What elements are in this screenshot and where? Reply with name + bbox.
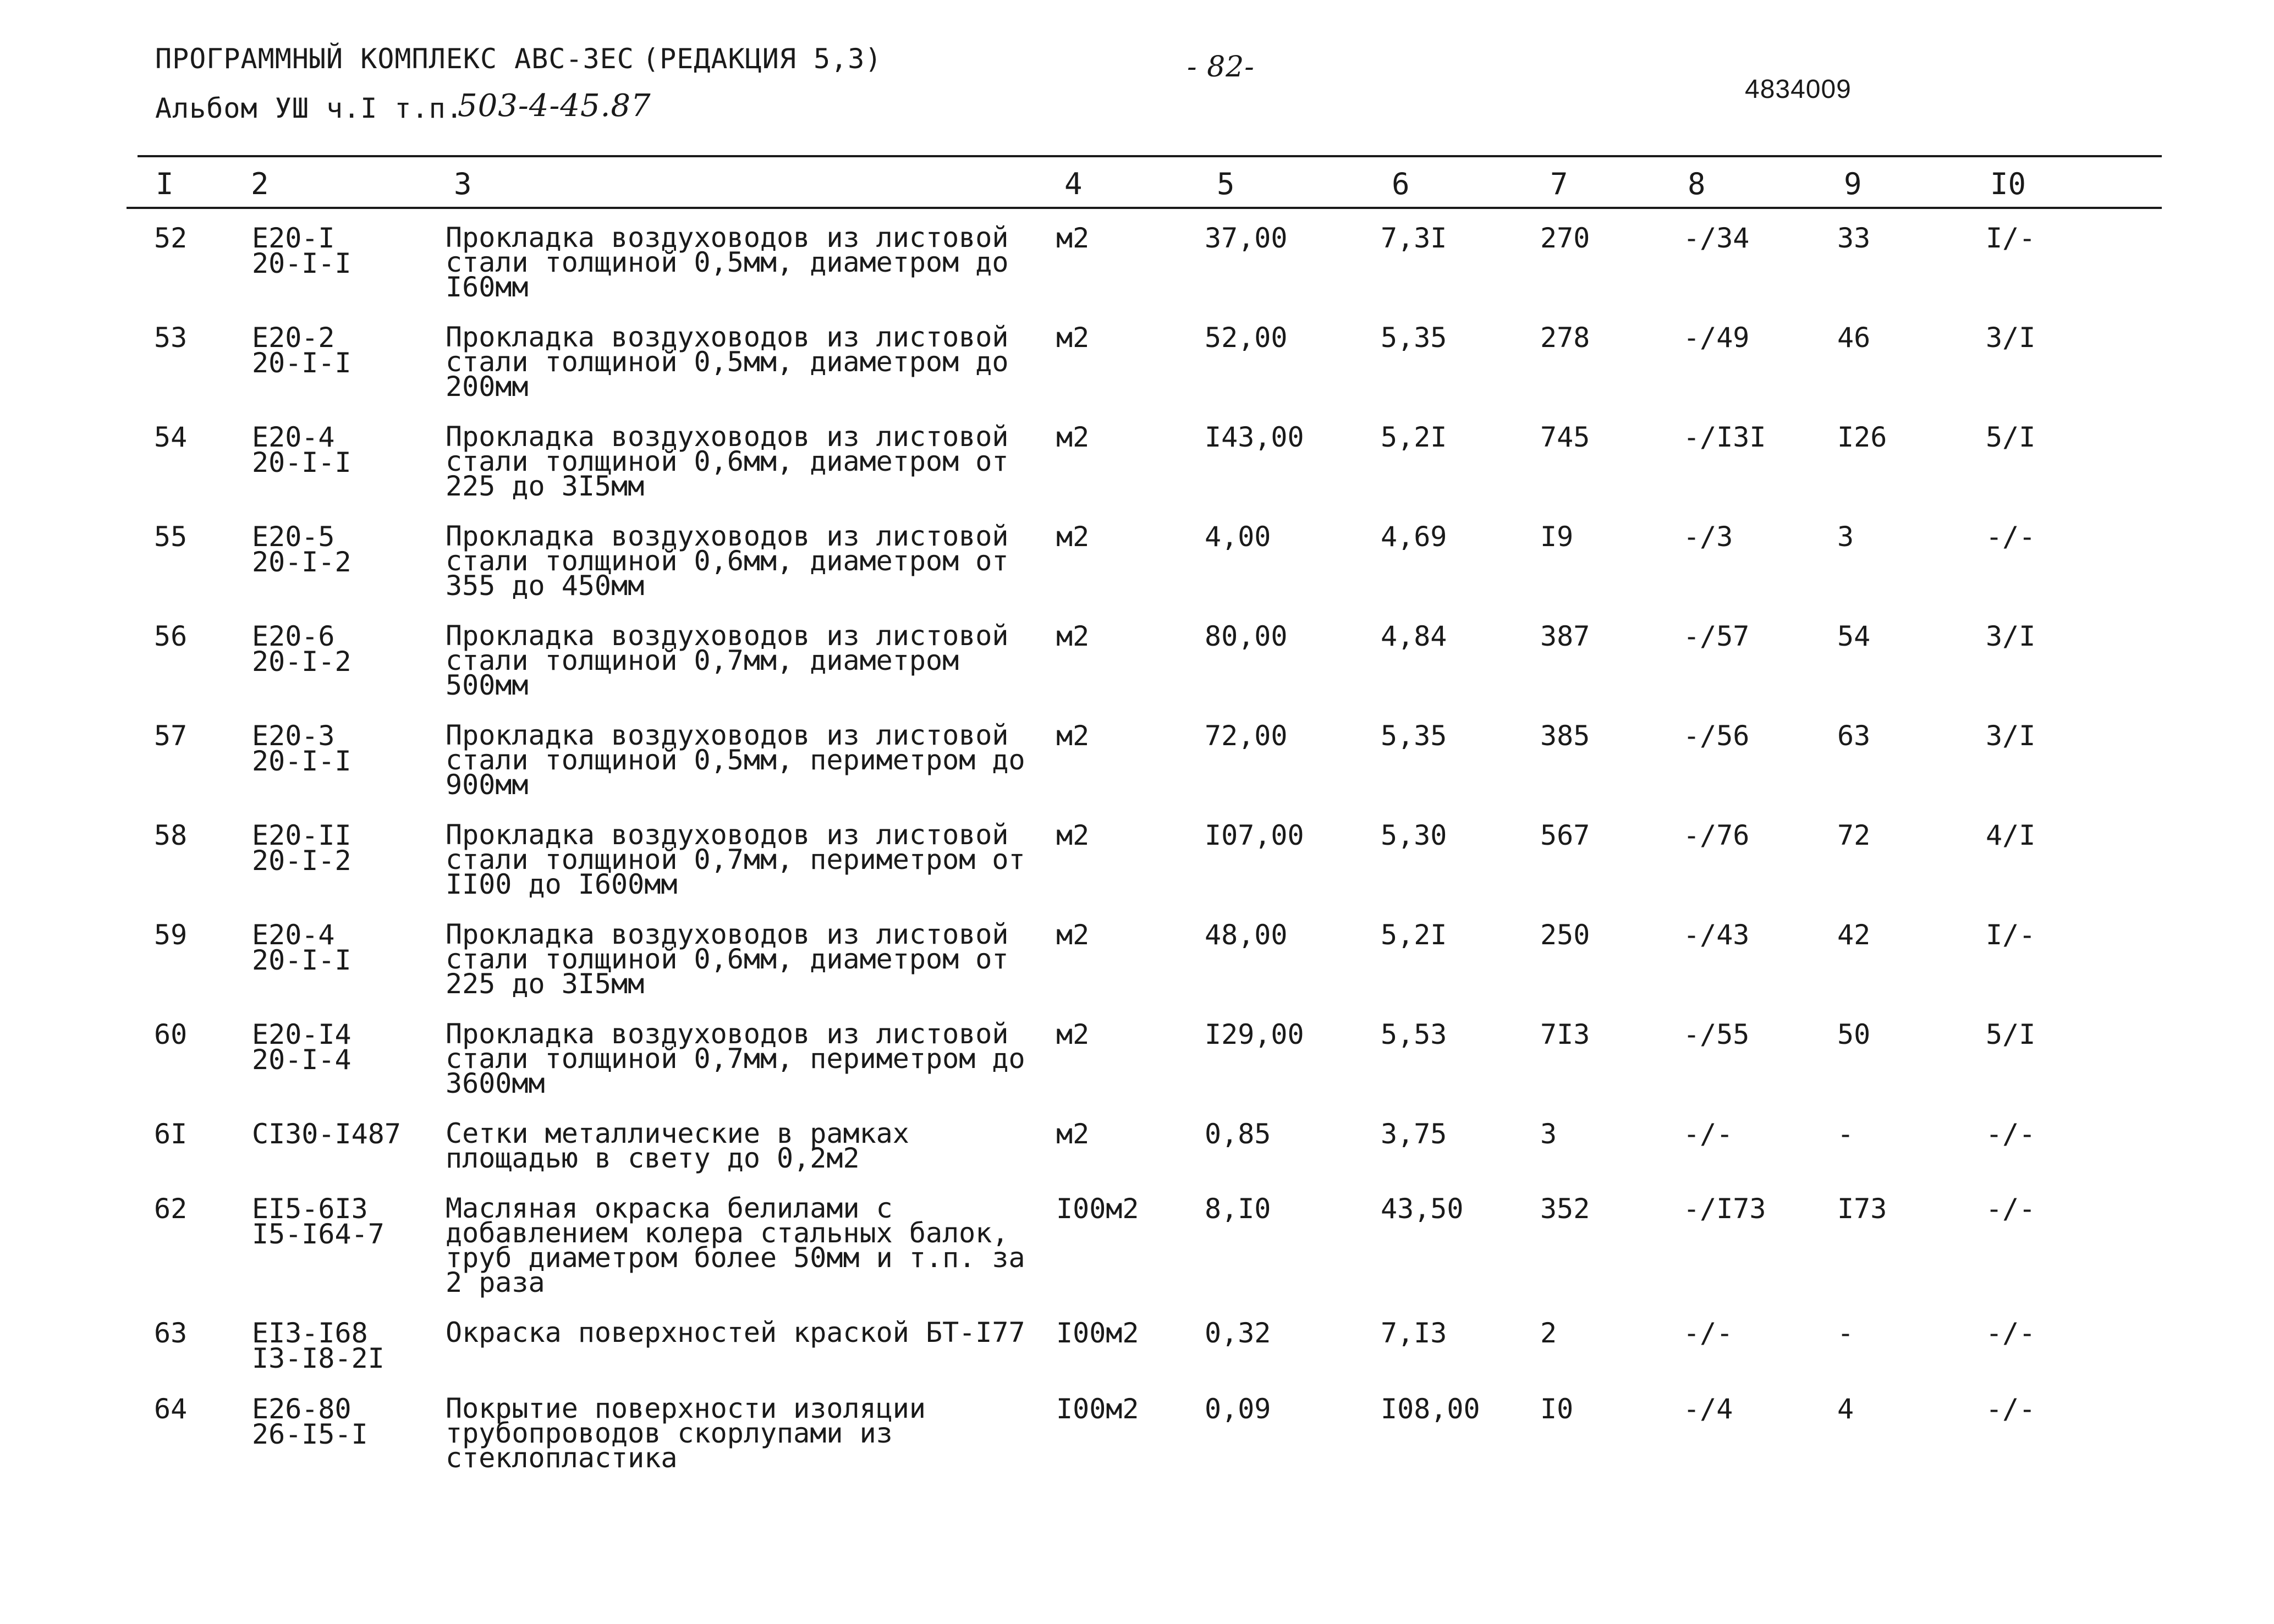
row-description: Прокладка воздуховодов из листовой стали толщиной 0,5мм, диаметром до I60мм [446, 222, 1009, 303]
row-quantity: 0,32 [1205, 1317, 1271, 1349]
edition-label: (РЕДАКЦИЯ 5,3) [642, 43, 882, 75]
table-row [105, 823, 2184, 922]
row-description: Прокладка воздуховодов из листовой стали толщиной 0,6мм, диаметром от 225 до 3I5мм [446, 421, 1009, 502]
row-unit: м2 [1056, 521, 1090, 553]
row-description: Прокладка воздуховодов из листовой стали толщиной 0,7мм, диаметром 500мм [446, 620, 1009, 701]
row-col8: -/76 [1683, 819, 1750, 851]
row-col8: -/- [1683, 1317, 1733, 1349]
row-description: Прокладка воздуховодов из листовой стали толщиной 0,5мм, диаметром до 200мм [446, 321, 1009, 403]
row-col9: 63 [1837, 720, 1871, 752]
row-description: Сетки металлические в рамках площадью в свету до 0,2м2 [446, 1117, 909, 1174]
row-number: 58 [154, 819, 188, 851]
col-header-1: I [156, 167, 174, 201]
row-col9: I73 [1837, 1193, 1887, 1225]
row-code-secondary: I3-I8-2I [252, 1342, 385, 1374]
row-code-primary: E20-4 [252, 421, 335, 453]
col-header-9: 9 [1844, 167, 1862, 201]
row-col8: -/I73 [1683, 1193, 1766, 1225]
row-col8: -/34 [1683, 222, 1750, 254]
col-header-7: 7 [1550, 167, 1568, 201]
row-price: 5,2I [1381, 421, 1447, 453]
row-unit: м2 [1056, 620, 1090, 652]
row-col9: 4 [1837, 1393, 1854, 1425]
table-row [105, 325, 2184, 425]
row-code-primary: CI30-I487 [252, 1118, 401, 1150]
row-col10: I/- [1986, 919, 2036, 951]
table-row [105, 425, 2184, 524]
row-total: 2 [1540, 1317, 1557, 1349]
row-quantity: 80,00 [1205, 620, 1288, 652]
table-row [105, 1022, 2184, 1121]
row-code-primary: EI3-I68 [252, 1317, 368, 1349]
row-code-secondary: 20-I-2 [252, 646, 351, 678]
row-number: 55 [154, 521, 188, 553]
row-quantity: I29,00 [1205, 1019, 1304, 1050]
col-header-8: 8 [1688, 167, 1706, 201]
row-col8: -/43 [1683, 919, 1750, 951]
row-col10: I/- [1986, 222, 2036, 254]
row-col8: -/4 [1683, 1393, 1733, 1425]
row-unit: м2 [1056, 222, 1090, 254]
row-quantity: I43,00 [1205, 421, 1304, 453]
header-rule [127, 207, 2162, 209]
row-col9: - [1837, 1317, 1854, 1349]
row-code [237, 1019, 446, 1121]
project-number: 503-4-45.87 [458, 88, 651, 124]
row-unit: м2 [1056, 322, 1090, 354]
row-code [237, 521, 446, 624]
row-total: 250 [1540, 919, 1590, 951]
row-col10: -/- [1986, 1317, 2036, 1349]
row-code-primary: E20-6 [252, 620, 335, 652]
row-total: I0 [1540, 1393, 1574, 1425]
row-col9: 42 [1837, 919, 1871, 951]
row-quantity: I07,00 [1205, 819, 1304, 851]
row-total: 387 [1540, 620, 1590, 652]
album-label: Альбом УШ ч.I т.п. [155, 92, 463, 124]
row-code [237, 1393, 446, 1496]
row-code-primary: E26-80 [252, 1393, 351, 1425]
row-price: 5,35 [1381, 322, 1447, 354]
row-price: 7,I3 [1381, 1317, 1447, 1349]
row-price: I08,00 [1381, 1393, 1480, 1425]
row-total: 567 [1540, 819, 1590, 851]
row-number: 57 [154, 720, 188, 752]
row-total: 385 [1540, 720, 1590, 752]
row-code-primary: E20-5 [252, 521, 335, 553]
row-price: 5,53 [1381, 1019, 1447, 1050]
row-code [237, 222, 446, 325]
row-col9: I26 [1837, 421, 1887, 453]
row-col8: -/I3I [1683, 421, 1766, 453]
row-col8: -/3 [1683, 521, 1733, 553]
row-total: 278 [1540, 322, 1590, 354]
row-col10: 3/I [1986, 620, 2036, 652]
row-code-primary: E20-I [252, 222, 335, 254]
row-description: Прокладка воздуховодов из листовой стали толщиной 0,6мм, диаметром от 225 до 3I5мм [446, 918, 1009, 1000]
row-col9: 33 [1837, 222, 1871, 254]
table-row [105, 1121, 2184, 1196]
row-quantity: 48,00 [1205, 919, 1288, 951]
row-unit: м2 [1056, 421, 1090, 453]
row-number: 54 [154, 421, 188, 453]
row-unit: м2 [1056, 919, 1090, 951]
row-description: Покрытие поверхности изоляции трубопроводов скорлупами из стеклопластика [446, 1392, 926, 1474]
row-unit: м2 [1056, 1118, 1090, 1150]
col-header-10: I0 [1990, 167, 2026, 201]
row-number: 62 [154, 1193, 188, 1225]
row-col8: -/49 [1683, 322, 1750, 354]
row-price: 4,84 [1381, 620, 1447, 652]
row-total: 745 [1540, 421, 1590, 453]
row-description: Прокладка воздуховодов из листовой стали толщиной 0,5мм, периметром до 900мм [446, 719, 1025, 801]
row-col10: 4/I [1986, 819, 2036, 851]
row-col10: -/- [1986, 1193, 2036, 1225]
row-total: 352 [1540, 1193, 1590, 1225]
row-quantity: 72,00 [1205, 720, 1288, 752]
row-price: 4,69 [1381, 521, 1447, 553]
row-number: 59 [154, 919, 188, 951]
document-number: 4834009 [1745, 75, 1852, 104]
row-col9: 72 [1837, 819, 1871, 851]
row-number: 6I [154, 1118, 188, 1150]
row-col9: - [1837, 1118, 1854, 1150]
row-unit: I00м2 [1056, 1317, 1139, 1349]
row-unit: I00м2 [1056, 1193, 1139, 1225]
row-col9: 54 [1837, 620, 1871, 652]
row-code [237, 1193, 446, 1320]
row-total: 3 [1540, 1118, 1557, 1150]
row-col8: -/56 [1683, 720, 1750, 752]
row-col8: -/55 [1683, 1019, 1750, 1050]
row-price: 5,35 [1381, 720, 1447, 752]
row-code-secondary: 26-I5-I [252, 1418, 368, 1450]
table-row [105, 1320, 2184, 1396]
row-col9: 46 [1837, 322, 1871, 354]
row-code-primary: E20-I4 [252, 1019, 351, 1050]
row-code-primary: E20-II [252, 819, 351, 851]
row-number: 60 [154, 1019, 188, 1050]
row-code-secondary: 20-I-I [252, 745, 351, 777]
row-code-primary: E20-4 [252, 919, 335, 951]
row-code [237, 819, 446, 922]
row-total: 270 [1540, 222, 1590, 254]
row-code-secondary: 20-I-2 [252, 845, 351, 877]
row-unit: м2 [1056, 720, 1090, 752]
program-title: ПРОГРАММНЫЙ КОМПЛЕКС АВС-ЗЕС [155, 43, 634, 75]
row-code-secondary: 20-I-4 [252, 1044, 351, 1076]
row-description: Прокладка воздуховодов из листовой стали толщиной 0,7мм, периметром до 3600мм [446, 1018, 1025, 1099]
row-code-primary: E20-3 [252, 720, 335, 752]
row-code-primary: E20-2 [252, 322, 335, 354]
row-number: 56 [154, 620, 188, 652]
row-code-secondary: 20-I-I [252, 347, 351, 379]
page-number: - 82- [1187, 51, 1255, 84]
row-code [237, 620, 446, 723]
row-price: 5,30 [1381, 819, 1447, 851]
row-description: Прокладка воздуховодов из листовой стали толщиной 0,6мм, диаметром от 355 до 450мм [446, 520, 1009, 602]
row-col9: 50 [1837, 1019, 1871, 1050]
top-rule [138, 155, 2162, 157]
row-code [237, 720, 446, 823]
row-code [237, 1118, 446, 1196]
row-code [237, 1317, 446, 1396]
row-code-secondary: I5-I64-7 [252, 1218, 385, 1250]
row-code [237, 919, 446, 1022]
row-code [237, 421, 446, 524]
col-header-2: 2 [251, 167, 269, 201]
row-col10: -/- [1986, 521, 2036, 553]
row-price: 5,2I [1381, 919, 1447, 951]
row-col10: 5/I [1986, 1019, 2036, 1050]
table-row [105, 524, 2184, 624]
row-number: 64 [154, 1393, 188, 1425]
row-col10: -/- [1986, 1393, 2036, 1425]
row-col10: 3/I [1986, 322, 2036, 354]
col-header-5: 5 [1217, 167, 1235, 201]
row-col10: 5/I [1986, 421, 2036, 453]
row-col10: -/- [1986, 1118, 2036, 1150]
row-code-secondary: 20-I-I [252, 247, 351, 279]
row-col10: 3/I [1986, 720, 2036, 752]
row-code-primary: EI5-6I3 [252, 1193, 368, 1225]
table-row [105, 1396, 2184, 1496]
table-row [105, 723, 2184, 823]
row-code-secondary: 20-I-I [252, 447, 351, 478]
col-header-4: 4 [1064, 167, 1083, 201]
table-row [105, 225, 2184, 325]
row-description: Масляная окраска белилами с добавлением колера стальных балок, труб диаметром более 50мм и т.п. за 2 раза [446, 1192, 1025, 1298]
row-col8: -/- [1683, 1118, 1733, 1150]
table-row [105, 624, 2184, 723]
row-number: 52 [154, 222, 188, 254]
row-price: 43,50 [1381, 1193, 1464, 1225]
row-quantity: 8,I0 [1205, 1193, 1271, 1225]
row-description: Окраска поверхностей краской БТ-I77 [446, 1317, 1025, 1348]
table-row [105, 922, 2184, 1022]
row-price: 7,3I [1381, 222, 1447, 254]
row-unit: м2 [1056, 1019, 1090, 1050]
row-quantity: 0,85 [1205, 1118, 1271, 1150]
row-quantity: 37,00 [1205, 222, 1288, 254]
row-code-secondary: 20-I-2 [252, 546, 351, 578]
row-number: 53 [154, 322, 188, 354]
col-header-3: 3 [454, 167, 472, 201]
row-number: 63 [154, 1317, 188, 1349]
row-unit: м2 [1056, 819, 1090, 851]
estimate-table [105, 222, 2184, 1496]
table-row [105, 1196, 2184, 1320]
row-quantity: 52,00 [1205, 322, 1288, 354]
row-code [237, 322, 446, 425]
row-description: Прокладка воздуховодов из листовой стали толщиной 0,7мм, периметром от II00 до I600мм [446, 819, 1025, 900]
row-unit: I00м2 [1056, 1393, 1139, 1425]
row-col8: -/57 [1683, 620, 1750, 652]
row-col9: 3 [1837, 521, 1854, 553]
row-total: 7I3 [1540, 1019, 1590, 1050]
row-quantity: 0,09 [1205, 1393, 1271, 1425]
row-quantity: 4,00 [1205, 521, 1271, 553]
row-code-secondary: 20-I-I [252, 944, 351, 976]
col-header-6: 6 [1392, 167, 1410, 201]
row-total: I9 [1540, 521, 1574, 553]
row-price: 3,75 [1381, 1118, 1447, 1150]
